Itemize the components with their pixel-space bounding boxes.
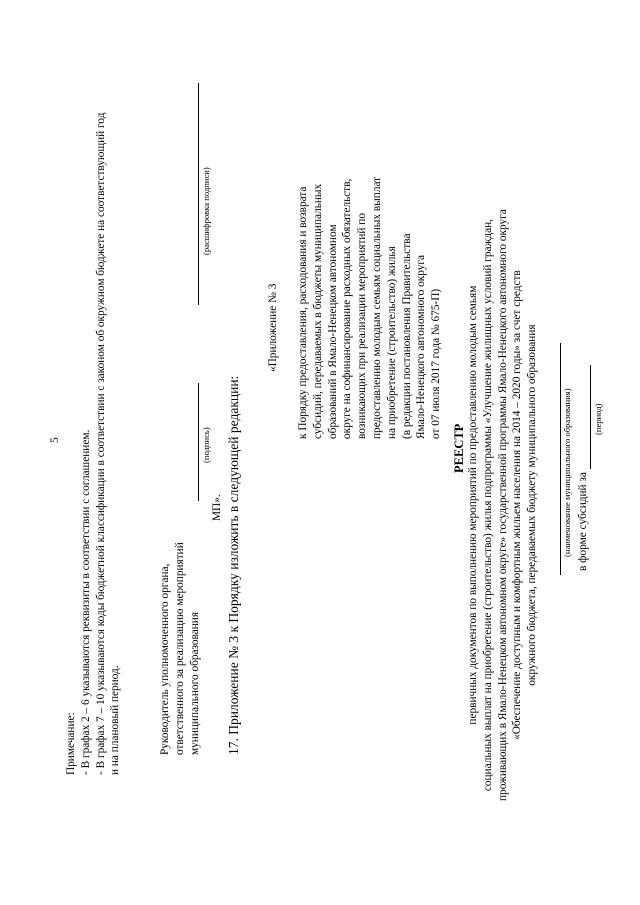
notes-line: и на плановый период. xyxy=(109,665,122,775)
order-line: (в редакции постановления Правительства xyxy=(400,233,413,439)
notes-line: - В графах 2 – 6 указываются реквизиты в соответствии с соглашением. xyxy=(79,429,92,775)
order-line: субсидий, передаваемых в бюджеты муниципальных xyxy=(311,183,324,439)
order-line: предоставлению молодым семьям социальных выплат xyxy=(370,176,383,439)
registry-description xyxy=(466,209,540,801)
page-number: 5 xyxy=(49,437,61,443)
registry-line: социальных выплат на приобретение (строительство) жилья подпрограммы «Улучшение жилищных условий граждан, xyxy=(481,218,494,792)
name-underline xyxy=(198,83,199,305)
appendix-title: «Приложение № 3 xyxy=(267,283,279,372)
order-line: на приобретение (строительство) жилья xyxy=(385,246,398,439)
notes-line: - В графах 7 – 10 указываются коды бюджетной классификации в соответствии с законом об окружном бюджете на соответствующий год xyxy=(94,112,107,775)
order-line: образований в Ямало-Ненецком автономном xyxy=(326,224,339,439)
signature-line-3: муниципального образования xyxy=(188,611,201,755)
signature-block xyxy=(158,542,202,755)
item-17-heading: 17. Приложение № 3 к Порядку изложить в следующей редакции: xyxy=(226,375,241,755)
period-underline xyxy=(590,365,591,469)
signature-caption: (подпись) xyxy=(201,427,211,463)
registry-line: «Обеспечение доступным и комфортным жильем населения на 2014 – 2020 годы» за счет средств xyxy=(511,270,524,740)
notes-title: Примечание: xyxy=(65,712,77,775)
registry-line: проживающих в Ямало-Ненецком автономном округе» государственной программы Ямало-Ненецкого автономного округа xyxy=(496,209,509,801)
order-line: возникающих при реализации мероприятий по xyxy=(356,213,369,439)
registry-line: первичных документов по выполнению мероприятий по предоставлению молодым семьям xyxy=(467,285,479,725)
stamp-mark: МП». xyxy=(211,494,223,521)
registry-title: РЕЕСТР xyxy=(452,423,466,473)
registry-line: окружного бюджета, передаваемых бюджету муниципального образования xyxy=(526,324,539,686)
order-line: округе на софинансирование расходных обязательств, xyxy=(341,178,354,439)
form-prefix: в форме субсидий за xyxy=(577,472,589,571)
order-line: Ямало-Ненецкого автономного округа xyxy=(415,254,428,439)
signature-underline xyxy=(198,383,199,501)
signature-line-1: Руководитель уполномоченного органа, xyxy=(159,563,171,755)
name-caption: (расшифровка подписи) xyxy=(201,167,211,255)
signature-line-2: ответственного за реализацию мероприятий xyxy=(173,542,186,755)
order-reference xyxy=(296,177,444,439)
order-line: к Порядку предоставления, расходования и возврата xyxy=(297,186,309,439)
municipality-caption: (наименование муниципального образования) xyxy=(562,388,572,557)
notes-section xyxy=(64,113,123,775)
municipality-underline xyxy=(560,343,561,575)
order-line: от 07 июля 2017 года № 675-П) xyxy=(430,288,443,439)
period-caption: (период) xyxy=(593,403,603,435)
